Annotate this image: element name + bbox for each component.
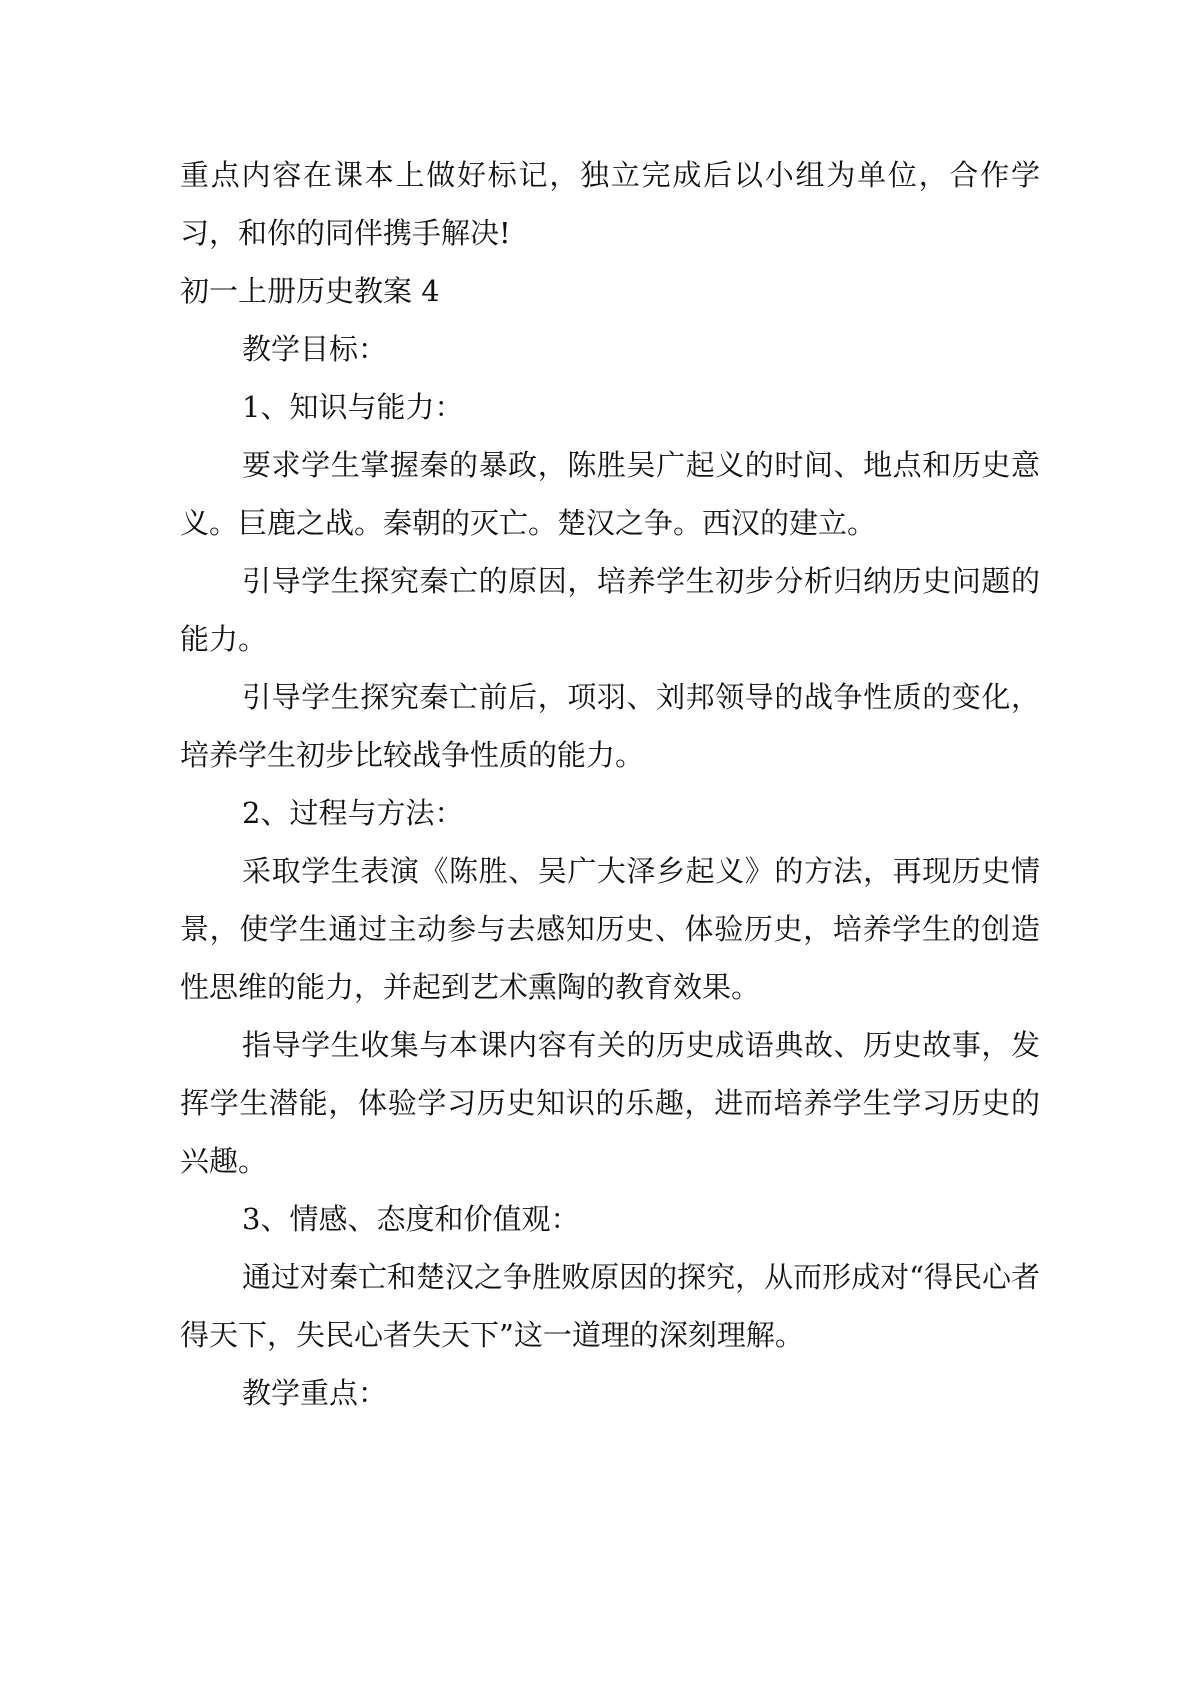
subheading-knowledge-ability: 1、知识与能力：: [242, 390, 464, 424]
paragraph-knowledge-requirements: 要求学生掌握秦的暴政，陈胜吴广起义的时间、地点和历史意义。巨鹿之战。秦朝的灭亡。楚汉之争。西汉的建立。: [180, 448, 1040, 540]
paragraph-public-support: 通过对秦亡和楚汉之争胜败原因的探究，从而形成对“得民心者得天下，失民心者失天下”这一道理的深刻理解。: [180, 1260, 1040, 1352]
section-heading-teaching-focus: 教学重点：: [242, 1376, 388, 1410]
subheading-process-method: 2、过程与方法：: [242, 796, 464, 830]
document-body: [180, 146, 1040, 1422]
paragraph-qin-fall-causes: 引导学生探究秦亡的原因，培养学生初步分析归纳历史问题的能力。: [180, 564, 1040, 656]
lesson-plan-title: 初一上册历史教案 4: [180, 274, 440, 308]
paragraph-continuation: 重点内容在课本上做好标记，独立完成后以小组为单位，合作学习，和你的同伴携手解决!: [180, 158, 1040, 250]
paragraph-war-nature: 引导学生探究秦亡前后，项羽、刘邦领导的战争性质的变化，培养学生初步比较战争性质的能力。: [180, 680, 1040, 772]
paragraph-idioms-stories: 指导学生收集与本课内容有关的历史成语典故、历史故事，发挥学生潜能，体验学习历史知识的乐趣，进而培养学生学习历史的兴趣。: [180, 1028, 1040, 1178]
subheading-emotion-values: 3、情感、态度和价值观：: [242, 1202, 580, 1236]
paragraph-student-performance: 采取学生表演《陈胜、吴广大泽乡起义》的方法，再现历史情景，使学生通过主动参与去感知历史、体验历史，培养学生的创造性思维的能力，并起到艺术熏陶的教育效果。: [180, 854, 1040, 1004]
section-heading-teaching-objectives: 教学目标：: [242, 332, 388, 366]
